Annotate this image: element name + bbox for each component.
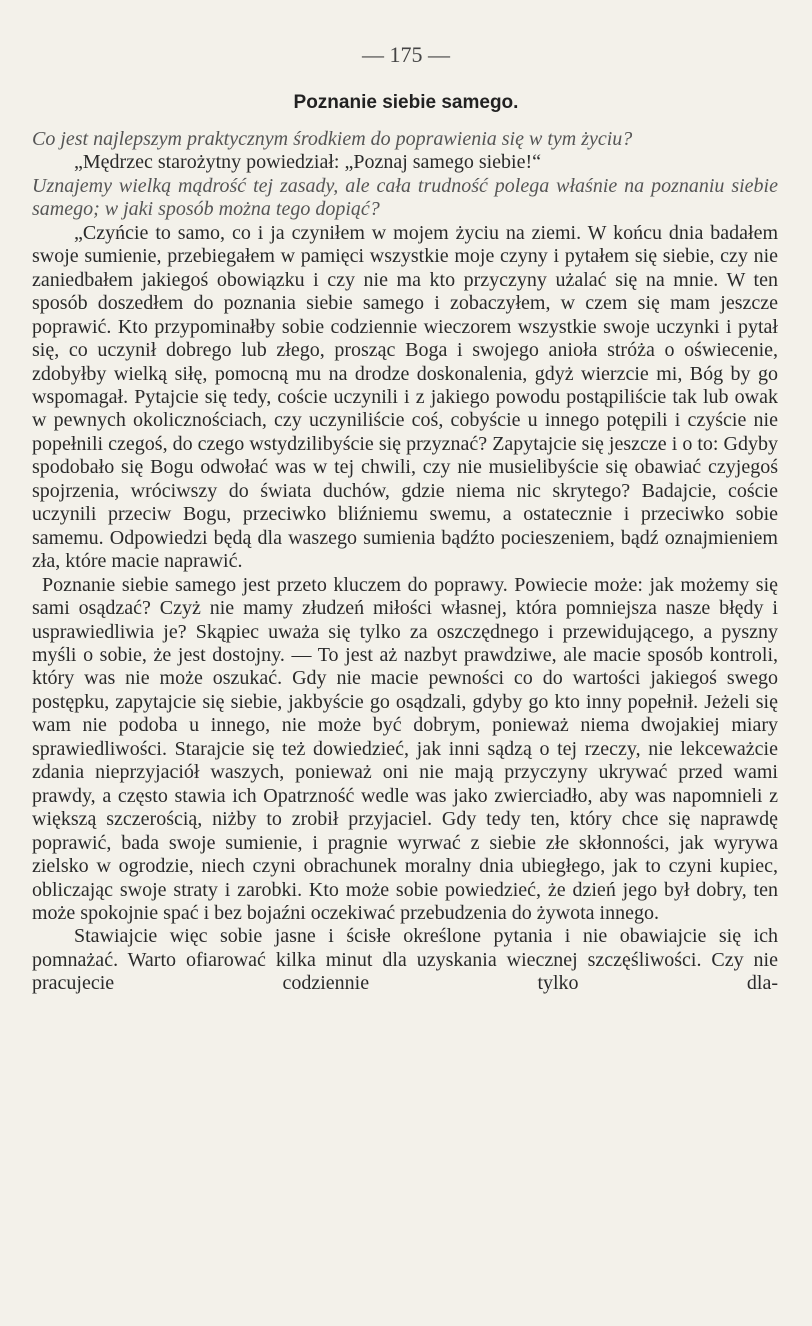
answer-paragraph-2: „Czyńcie to samo, co i ja czyniłem w mojem życiu na ziemi. W końcu dnia badałem swoje sumienie, przebiegałem w pamięci wszystkie moje czyny i pytałem się siebie, czy nie zaniedbałem jakiegoś obowiązku i czy nie ma kto przyczyny użalać się na mnie. W ten sposób doszedłem do poznania siebie samego i zobaczyłem, w czem się mam jeszcze poprawić. Kto przypominałby sobie codziennie wieczorem wszystkie swoje uczynki i pytał się, co uczynił dobrego lub złego, prosząc Boga i swojego anioła stróża o oświecenie, zdobyłby wielką siłę, pomocną mu na drodze doskonalenia, gdyż wierzcie mi, Bóg by go wspomagał. Pytajcie się tedy, coście uczynili i z jakiego powodu postąpiliście tak lub owak w pewnych okolicznościach, czy uczyniliście coś, cobyście u innego potępili i czyście nie popełnili czegoś, do czego wstydzilibyście się przyznać? Zapytajcie się jeszcze i o to: Gdyby spodobało się Bogu odwołać was w tej chwili, czy nie musielibyście się obawiać czyjegoś spojrzenia, wróciwszy do świata duchów, gdzie niema nic skrytego? Badajcie, coście uczynili przeciw Bogu, przeciwko bliźniemu swemu, a ostatecznie i przeciwko sobie samemu. Odpowiedzi będą dla waszego sumienia bądźto pocieszeniem, bądź oznajmieniem zła, które macie naprawić.: [32, 221, 778, 573]
question-paragraph-1: Co jest najlepszym praktycznym środkiem do poprawienia się w tym życiu?: [32, 128, 633, 150]
page-number: — 175 —: [362, 42, 450, 67]
document-body: [32, 128, 778, 996]
page-title: Poznanie siebie samego.: [293, 92, 519, 113]
body-paragraph-3: Poznanie siebie samego jest przeto kluczem do poprawy. Powiecie może: jak możemy się sami osądzać? Czyż nie mamy złudzeń miłości własnej, która pomniejsza nasze błędy i usprawiedliwia je? Skąpiec uważa się tylko za oszczędnego i przewidującego, a pyszny myśli o sobie, że jest dostojny. — To jest aż nazbyt prawdziwe, ale macie sposób kontroli, który was nie może oszukać. Gdy nie macie pewności co do wartości jakiegoś swego postępku, zapytajcie się siebie, jakbyście go osądzali, gdyby go kto inny popełnił. Jeżeli się wam nie podoba u innego, nie może być dobrym, ponieważ niema dwojakiej miary sprawiedliwości. Starajcie się też dowiedzieć, jak inni sądzą o tej rzeczy, nie lekceważcie zdania nieprzyjaciół waszych, ponieważ oni nie mają przyczyny ukrywać przed wami prawdy, a często stawia ich Opatrzność wedle was jako zwierciadło, aby was napomnieli z większą szczerością, niżby to zrobił przyjaciel. Gdy tedy ten, który chce się naprawdę poprawić, bada swoje sumienie, i pragnie wyrwać z siebie złe skłonności, jak wyrywa zielsko w ogrodzie, niech czyni obrachunek moralny dnia ubiegłego, jak to czyni kupiec, obliczając swoje straty i zarobki. Kto może sobie powiedzieć, że dzień jego był dobry, ten może spokojnie spać i bez bojaźni oczekiwać przebudzenia do żywota innego.: [32, 573, 778, 924]
answer-paragraph-1: „Mędrzec starożytny powiedział: „Poznaj samego siebie!“: [74, 151, 542, 174]
question-paragraph-2: Uznajemy wielką mądrość tej zasady, ale cała trudność polega właśnie na poznaniu siebie samego; w jaki sposób można tego dopiąć?: [32, 174, 778, 221]
body-paragraph-4: Stawiajcie więc sobie jasne i ścisłe określone pytania i nie obawiajcie się ich pomnażać. Warto ofiarować kilka minut dla uzyskania wiecznej szczęśliwości. Czy nie pracujecie codziennie tylko dla-: [32, 925, 778, 995]
